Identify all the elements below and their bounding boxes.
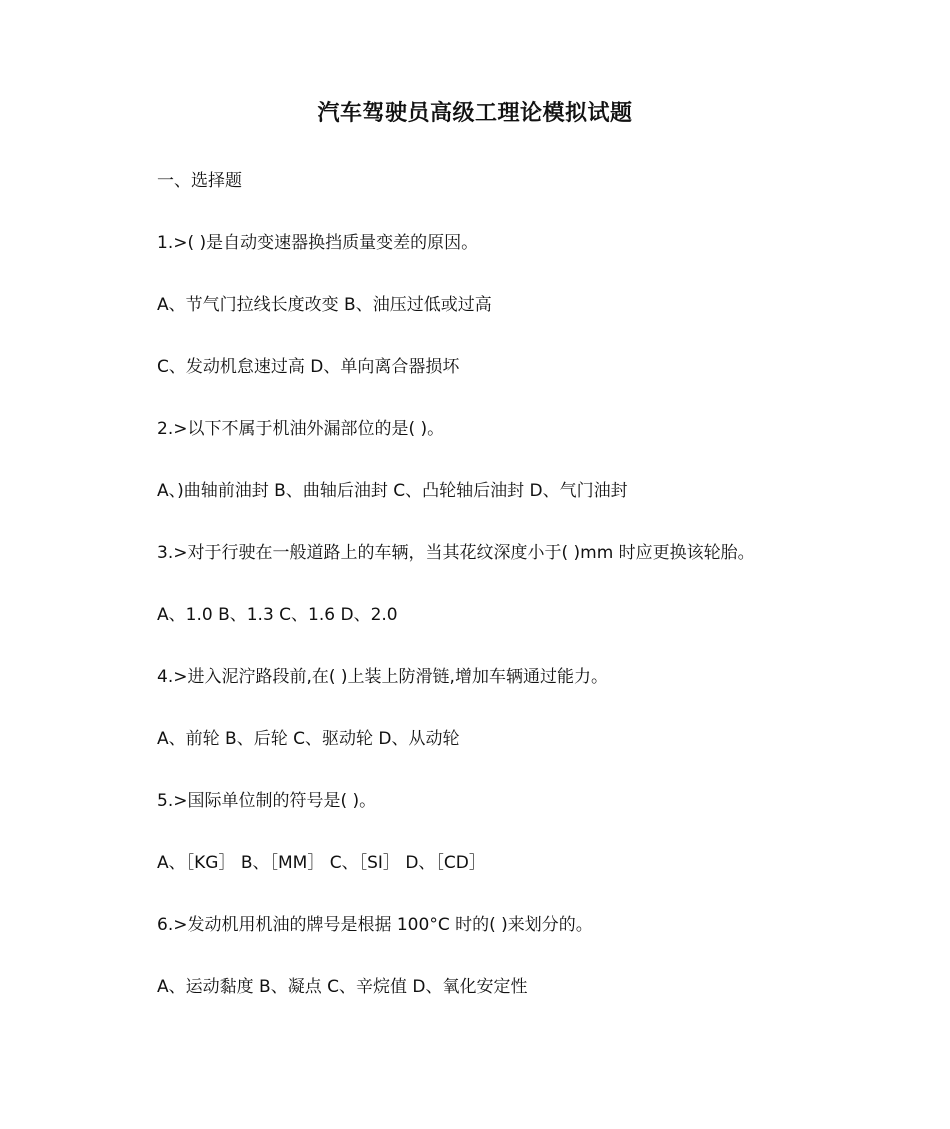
question-3: 3.>对于行驶在一般道路上的车辆，当其花纹深度小于( )mm 时应更换该轮胎。 bbox=[157, 543, 755, 563]
question-6-options: A、运动黏度 B、凝点 C、辛烷值 D、氧化安定性 bbox=[157, 977, 528, 997]
question-2-options: A、)曲轴前油封 B、曲轴后油封 C、凸轮轴后油封 D、气门油封 bbox=[157, 481, 628, 501]
question-6: 6.>发动机用机油的牌号是根据 100°C 时的( )来划分的。 bbox=[157, 915, 593, 935]
question-2: 2.>以下不属于机油外漏部位的是( )。 bbox=[157, 419, 445, 439]
question-4: 4.>进入泥泞路段前,在( )上装上防滑链,增加车辆通过能力。 bbox=[157, 667, 608, 687]
question-3-options: A、1.0 B、1.3 C、1.6 D、2.0 bbox=[157, 605, 398, 625]
question-4-options: A、前轮 B、后轮 C、驱动轮 D、从动轮 bbox=[157, 729, 460, 749]
question-1-options-cd: C、发动机怠速过高 D、单向离合器损坏 bbox=[157, 357, 460, 377]
document-title: 汽车驾驶员高级工理论模拟试题 bbox=[317, 101, 633, 126]
question-1-options-ab: A、节气门拉线长度改变 B、油压过低或过高 bbox=[157, 295, 492, 315]
question-5-options: A、［KG］ B、［MM］ C、［SI］ D、［CD］ bbox=[157, 853, 486, 873]
question-1: 1.>( )是自动变速器换挡质量变差的原因。 bbox=[157, 233, 479, 253]
question-5: 5.>国际单位制的符号是( )。 bbox=[157, 791, 377, 811]
section-heading: 一、选择题 bbox=[157, 171, 242, 191]
